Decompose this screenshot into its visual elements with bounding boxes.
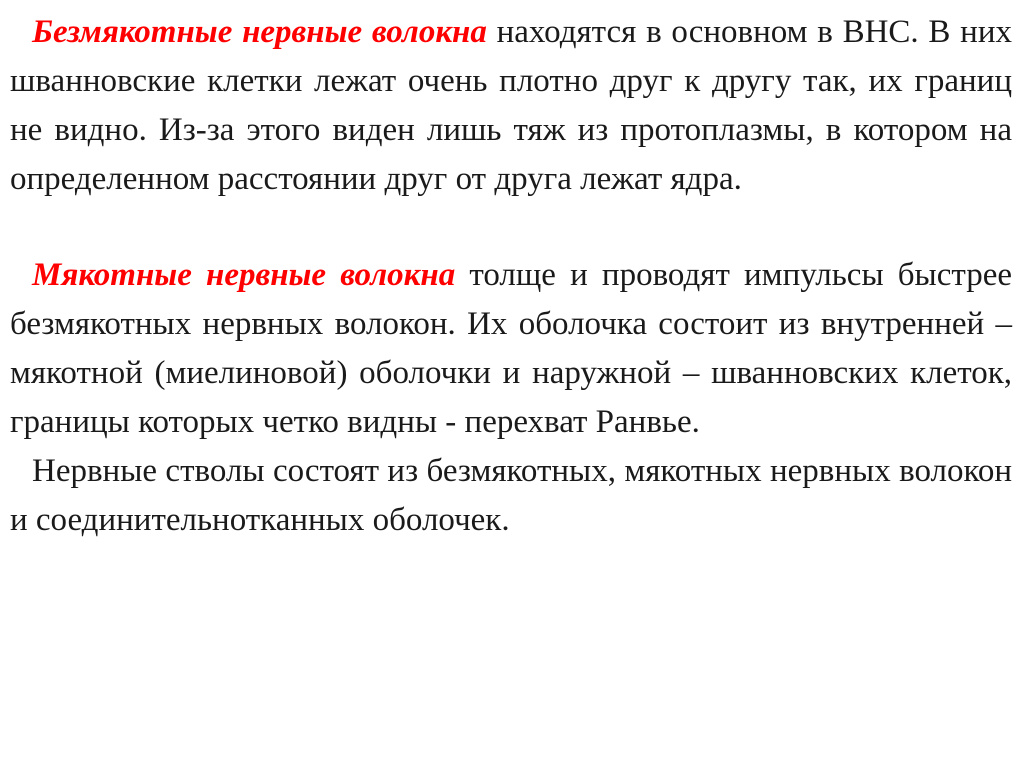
- paragraph-text: Нервные стволы состоят из безмякотных, мякотных нервных волокон и соединительнотканных оболочек.: [10, 453, 1012, 538]
- term-myelinated-fibers: Мякотные нервные волокна: [32, 257, 456, 293]
- slide-body: [10, 8, 1012, 545]
- paragraph-text: толще и проводят импульсы быстрее безмякотных нервных волокон. Их оболочка состоит из внутренней – мякотной (миелиновой) оболочки и наружной – шванновских клеток, границы которых четко видны - перехват Ранвье.: [10, 257, 1012, 440]
- paragraph-nerve-trunks: [10, 447, 1012, 545]
- paragraph-text: находятся в основном в ВНС. В них шванновские клетки лежат очень плотно друг к другу так, их границ не видно. Из-за этого виден лишь тяж из протоплазмы, в котором на определенном расстоянии друг от друга лежат ядра.: [10, 14, 1012, 197]
- paragraph-myelinated-fibers: [10, 251, 1012, 447]
- paragraph-unmyelinated-fibers: [10, 8, 1012, 204]
- term-unmyelinated-fibers: Безмякотные нервные волокна: [32, 14, 487, 50]
